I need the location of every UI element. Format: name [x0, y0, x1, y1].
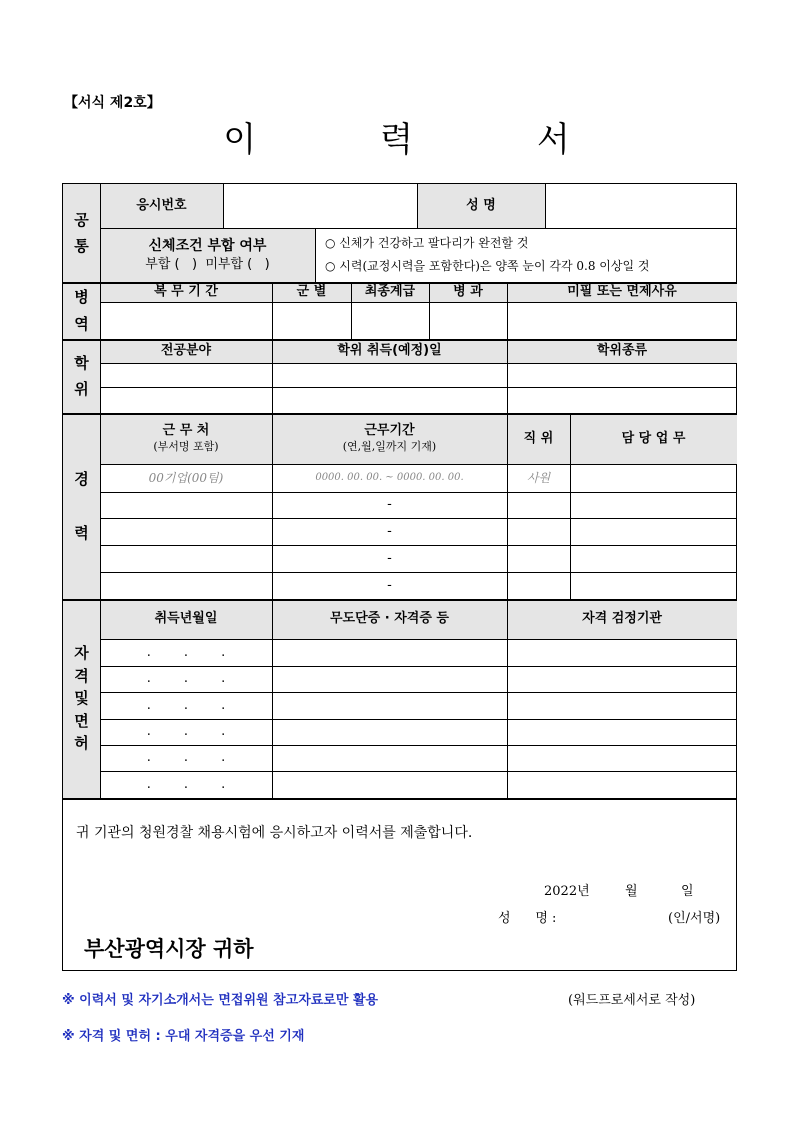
degree-header-major: 전공분야	[160, 343, 212, 359]
license-date-field[interactable]: . . .	[146, 644, 226, 660]
application-statement: 귀 기관의 청원경찰 채용시험에 응시하고자 이력서를 제출합니다.	[76, 825, 473, 841]
license-header-date: 취득년월일	[154, 611, 218, 627]
license-date-field[interactable]: . . .	[146, 697, 226, 713]
signature-year: 2022년	[544, 884, 590, 899]
career-example-position[interactable]: 사원	[526, 470, 551, 485]
career-example-period[interactable]: 0000. 00. 00. ~ 0000. 00. 00.	[315, 472, 464, 484]
physical-note-1: ○ 신체가 건강하고 팔다리가 완전할 것	[325, 236, 529, 251]
addressee: 부산광역시장 귀하	[84, 937, 254, 961]
footnote-wordprocessor: (워드프로세서로 작성)	[568, 993, 696, 1008]
physical-condition-cell	[100, 228, 315, 282]
military-section-label: 병 역	[74, 288, 89, 333]
career-header-period: 근무기간 (연,월,일까지 기재)	[342, 423, 437, 453]
license-date-field[interactable]: . . .	[146, 724, 226, 740]
career-period-dash[interactable]: -	[387, 550, 392, 566]
license-header-name: 무도단증 · 자격증 등	[330, 611, 449, 627]
license-date-field[interactable]: . . .	[146, 750, 226, 766]
title-char: 력	[380, 120, 413, 160]
name-label: 성 명	[466, 198, 496, 214]
career-header-workplace: 근 무 처 (부서명 포함)	[153, 423, 219, 453]
physical-condition-notes	[325, 228, 735, 282]
career-period-dash[interactable]: -	[387, 497, 392, 513]
career-example-workplace[interactable]: 00기업(00팀)	[148, 470, 224, 485]
resume-form	[62, 183, 737, 971]
career-period-dash[interactable]: -	[387, 577, 392, 593]
career-period-dash[interactable]: -	[387, 523, 392, 539]
exam-no-label: 응시번호	[136, 198, 187, 214]
title-char: 서	[536, 120, 570, 160]
physical-note-2: ○ 시력(교정시력을 포함한다)은 양쪽 눈이 각각 0.8 이상일 것	[325, 259, 650, 273]
name-field[interactable]	[545, 184, 737, 228]
footnote-licenses: ※ 자격 및 면허 : 우대 자격증을 우선 기재	[62, 1029, 305, 1044]
degree-header-date: 학위 취득(예정)일	[337, 343, 442, 359]
career-header-position: 직 위	[523, 430, 554, 446]
career-section-label: 경 력	[74, 470, 89, 542]
degree-header-type: 학위종류	[596, 343, 648, 359]
footnote-usage: ※ 이력서 및 자기소개서는 면접위원 참고자료로만 활용	[62, 993, 379, 1008]
military-header-specialty: 병 과	[453, 284, 483, 300]
degree-section-label: 학 위	[74, 353, 89, 398]
license-date-field[interactable]: . . .	[146, 671, 226, 687]
physical-condition-label: 신체조건 부합 여부	[148, 237, 267, 254]
physical-condition-options[interactable]: 부합 ( ) 미부합 ( )	[145, 256, 270, 272]
exam-no-field[interactable]	[223, 184, 417, 228]
form-code: 【서식 제2호】	[64, 95, 161, 111]
title-char: 이	[223, 120, 257, 160]
common-section-label: 공 통	[74, 210, 89, 255]
military-header-branch: 군 별	[296, 284, 327, 300]
signature-month: 월	[625, 884, 638, 899]
career-header-duty: 담 당 업 무	[621, 430, 686, 446]
signature-day: 일	[681, 884, 694, 899]
military-header-rank: 최종계급	[364, 284, 416, 300]
military-header-exemption: 미필 또는 면제사유	[567, 284, 677, 300]
license-section-label: 자 격 및 면 허	[74, 644, 89, 753]
military-header-period: 복 무 기 간	[154, 284, 218, 300]
signature-name-label: 성 명 :	[498, 911, 557, 926]
license-date-field[interactable]: . . .	[146, 776, 226, 792]
signature-seal[interactable]: (인/서명)	[668, 911, 721, 926]
license-header-issuer: 자격 검정기관	[582, 611, 662, 627]
document-title	[0, 112, 793, 161]
